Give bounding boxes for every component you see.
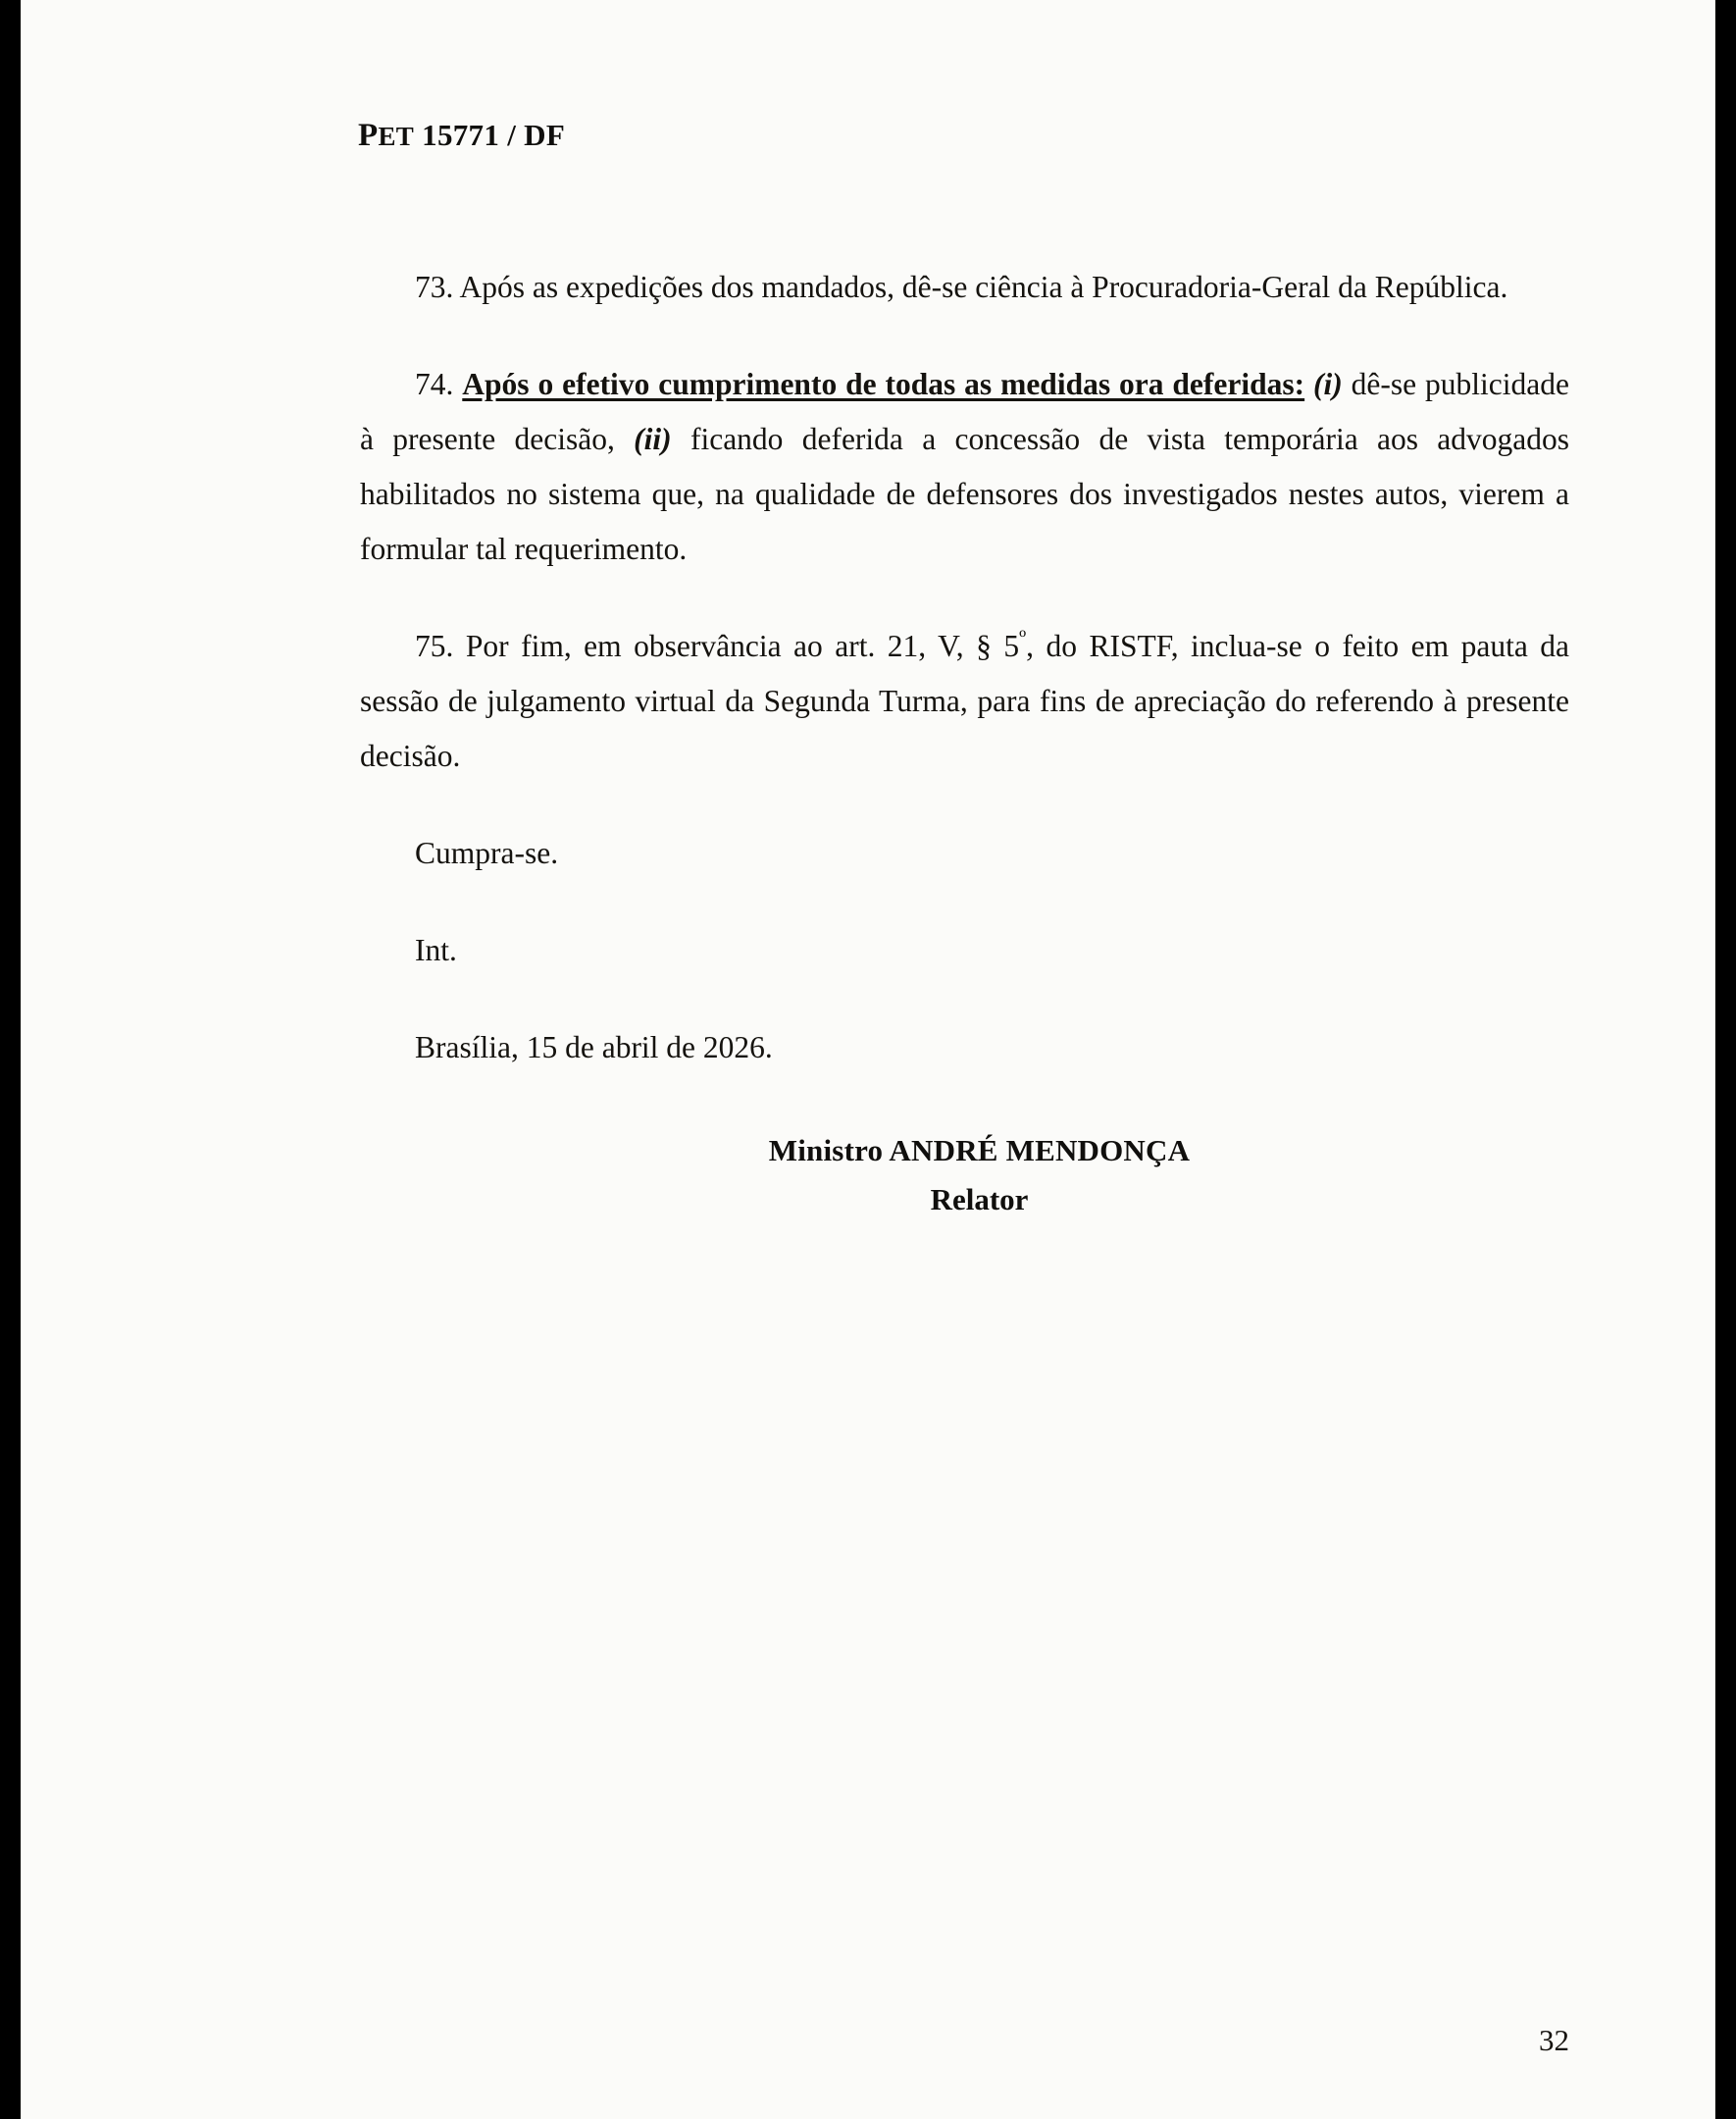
closing-notice	[360, 923, 1569, 978]
document-header	[358, 118, 1569, 154]
paragraph-75-text-before: Por fim, em observância ao art. 21, V, § 5	[465, 629, 1020, 663]
paragraph-74-segment-2: ficando deferida a concessão de vista temporária aos advogados habilitados no sistema que, na qualidade de defensores dos investigados nestes autos, vierem a formular tal requerimento.	[360, 422, 1570, 566]
paragraph-74-lead: Após o efetivo cumprimento de todas as medidas ora deferidas:	[462, 367, 1305, 401]
paragraph-74-segment-1: dê-se publicidade à presente decisão,	[360, 367, 1569, 456]
page-edge-right	[1714, 0, 1736, 2119]
paragraph-73-number: 73.	[415, 270, 454, 304]
signature-role: Relator	[930, 1182, 1029, 1216]
marker-ii: (ii)	[634, 422, 672, 456]
page-edge-left	[0, 0, 22, 2119]
closing-comply-text: Cumpra-se.	[415, 836, 559, 870]
paragraph-74-number: 74.	[415, 367, 454, 401]
paragraph-73	[360, 260, 1569, 315]
page-content	[22, 0, 1714, 2119]
page-number: 32	[1539, 2023, 1569, 2057]
header-prefix-rest: ET	[378, 122, 415, 151]
paragraph-73-text: Após as expedições dos mandados, dê-se ciência à Procuradoria-Geral da República.	[459, 270, 1508, 304]
marker-i: (i)	[1313, 367, 1343, 401]
signature-name: Ministro ANDRÉ MENDONÇA	[768, 1133, 1191, 1167]
header-case-number: 15771 / DF	[422, 118, 566, 152]
paragraph-75-text-after: , do RISTF, inclua-se o feito em pauta da sessão de julgamento virtual da Segunda Turma, para fins de apreciação do referendo à presente decisão.	[360, 629, 1570, 773]
closing-place-date	[360, 1020, 1569, 1075]
paragraph-74	[360, 357, 1569, 577]
paragraph-75-number: 75.	[415, 629, 454, 663]
document-page	[22, 0, 1714, 2119]
paragraph-75	[360, 619, 1569, 784]
closing-comply	[360, 826, 1569, 881]
paragraph-75-ordinal: º	[1019, 625, 1027, 650]
closing-notice-text: Int.	[415, 933, 457, 967]
header-prefix-initial: P	[358, 118, 379, 153]
document-body	[360, 260, 1569, 1224]
closing-place-date-text: Brasília, 15 de abril de 2026.	[415, 1030, 773, 1064]
signature-block	[360, 1126, 1569, 1224]
